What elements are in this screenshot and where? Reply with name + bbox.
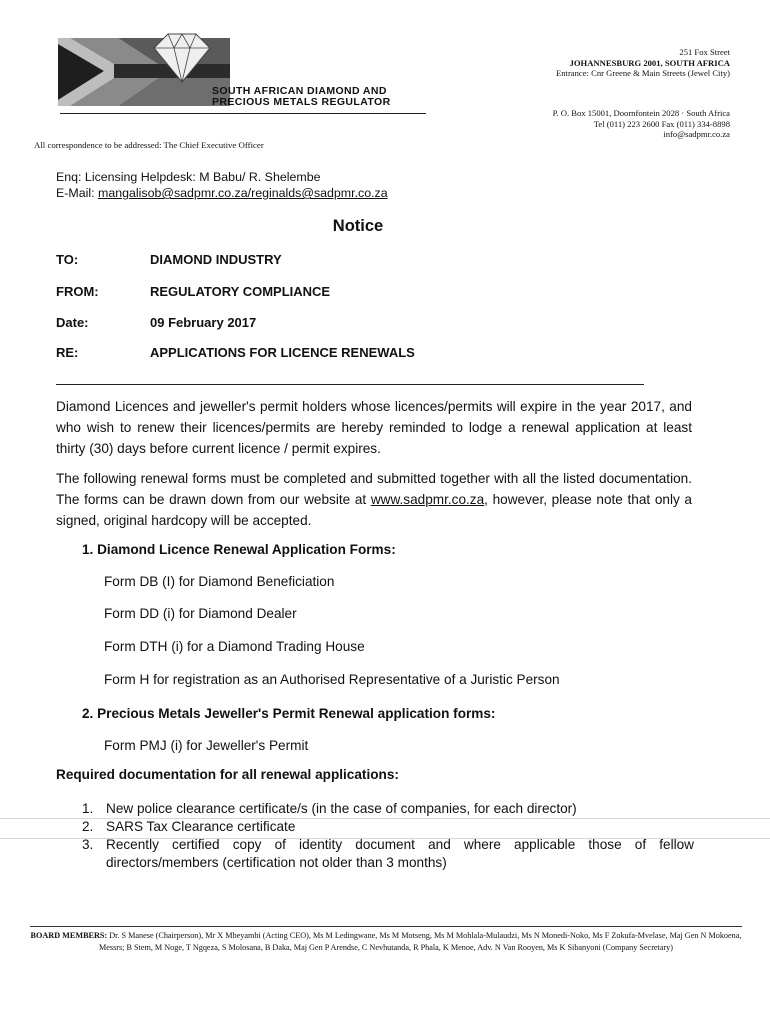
- postal-contact: [553, 108, 730, 140]
- list-item: [82, 800, 694, 818]
- address-street: 251 Fox Street: [679, 47, 730, 57]
- paragraph-1: Diamond Licences and jeweller's permit holders whose licences/permits will expire in the year 2017, and who wish to renew their licences/permits are hereby reminded to lodge a renewal application at least thirty (30) days before current licence / permit expires.: [56, 399, 692, 456]
- form-item: Form DTH (i) for a Diamond Trading House: [104, 639, 365, 654]
- address-city: JOHANNESBURG 2001, SOUTH AFRICA: [569, 57, 730, 68]
- enquiries-line: Enq: Licensing Helpdesk: M Babu/ R. Shelembe: [56, 170, 321, 184]
- from-value: REGULATORY COMPLIANCE: [150, 284, 331, 299]
- scan-artifact-line: [0, 838, 770, 839]
- list-text: Recently certified copy of identity document and where applicable those of fellow directors/members (certification not older than 3 months): [106, 837, 694, 870]
- list-item: [82, 836, 694, 872]
- form-item: Form DD (i) for Diamond Dealer: [104, 606, 297, 621]
- notice-title: Notice: [332, 217, 384, 235]
- section-1-heading: 1. Diamond Licence Renewal Application Forms:: [82, 542, 396, 557]
- address-entrance: Entrance: Cnr Greene & Main Streets (Jewel City): [556, 68, 730, 79]
- email-link[interactable]: mangalisob@sadpmr.co.za/reginalds@sadpmr.co.za: [98, 186, 388, 200]
- scan-artifact-line: [0, 818, 770, 819]
- re-label: RE:: [56, 345, 79, 360]
- form-item: Form DB (I) for Diamond Beneficiation: [104, 574, 335, 589]
- form-item: Form H for registration as an Authorised Representative of a Juristic Person: [104, 672, 560, 687]
- street-address: [556, 47, 730, 79]
- enquiries-block: [56, 169, 388, 201]
- list-number: 3.: [82, 837, 94, 852]
- org-name-line-2: PRECIOUS METALS REGULATOR: [212, 96, 391, 108]
- list-text: SARS Tax Clearance certificate: [106, 819, 296, 834]
- flag-diamond-logo-icon: [58, 30, 230, 108]
- paragraph-2: [56, 468, 692, 531]
- paragraph-2-end: , however, please note that only a signed, original hardcopy will be accepted.: [56, 492, 692, 528]
- date-value: 09 February 2017: [150, 315, 257, 330]
- board-names: Dr. S Manese (Chairperson), Mr X Mbeyambi (Acting CEO), Ms M Ledingwane, Ms M Motseng, Ms M Mohlala-Mulaudzi, Ms N Monedi-Noko, Ms F Zokufa-Mvelase, Maj Gen N Mokoena, Messrs; B Stem, M Noge, T Ngqeza, S Molosana, B Daka, Maj Gen P Arendse, C Nevhutanda, R Phala, K Menoe, Adv. N Van Rooyen, Ms K Sibanyoni (Company Secretary): [98, 931, 742, 952]
- section-2-heading: 2. Precious Metals Jeweller's Permit Renewal application forms:: [82, 706, 496, 721]
- enquiries-email: [56, 185, 388, 201]
- form-item: Form PMJ (i) for Jeweller's Permit: [104, 738, 309, 753]
- correspondence-note: All correspondence to be addressed: The Chief Executive Officer: [34, 140, 264, 150]
- re-value: APPLICATIONS FOR LICENCE RENEWALS: [150, 345, 415, 360]
- date-label: Date:: [56, 315, 89, 330]
- board-members: [30, 930, 742, 953]
- required-docs-heading: Required documentation for all renewal applications:: [56, 767, 399, 782]
- list-number: 2.: [82, 819, 94, 834]
- org-name: [212, 86, 391, 108]
- required-docs-list: [82, 800, 694, 872]
- regulator-logo: [58, 30, 230, 108]
- footer-divider: [30, 926, 742, 927]
- tel-fax: Tel (011) 223 2600 Fax (011) 334-8898: [593, 118, 730, 129]
- email-label: E-Mail:: [56, 186, 98, 200]
- website-link[interactable]: www.sadpmr.co.za: [370, 492, 485, 507]
- org-name-line-1: SOUTH AFRICAN DIAMOND AND: [212, 85, 387, 97]
- postal-box: P. O. Box 15001, Doornfontein 2028 · South Africa: [552, 108, 730, 118]
- list-number: 1.: [82, 801, 94, 816]
- header-separator: [56, 384, 644, 385]
- to-label: TO:: [56, 252, 79, 267]
- to-value: DIAMOND INDUSTRY: [150, 252, 282, 267]
- from-label: FROM:: [56, 284, 99, 299]
- board-label: BOARD MEMBERS:: [30, 931, 108, 940]
- letterhead-divider: [60, 113, 426, 114]
- list-text: New police clearance certificate/s (in the case of companies, for each director): [106, 801, 577, 816]
- list-item: [82, 818, 694, 836]
- contact-email: info@sadpmr.co.za: [663, 129, 730, 140]
- paragraph-2-start: The following renewal forms must be completed and submitted together with all the listed documentation. The forms can be drawn down from our website at: [56, 471, 692, 507]
